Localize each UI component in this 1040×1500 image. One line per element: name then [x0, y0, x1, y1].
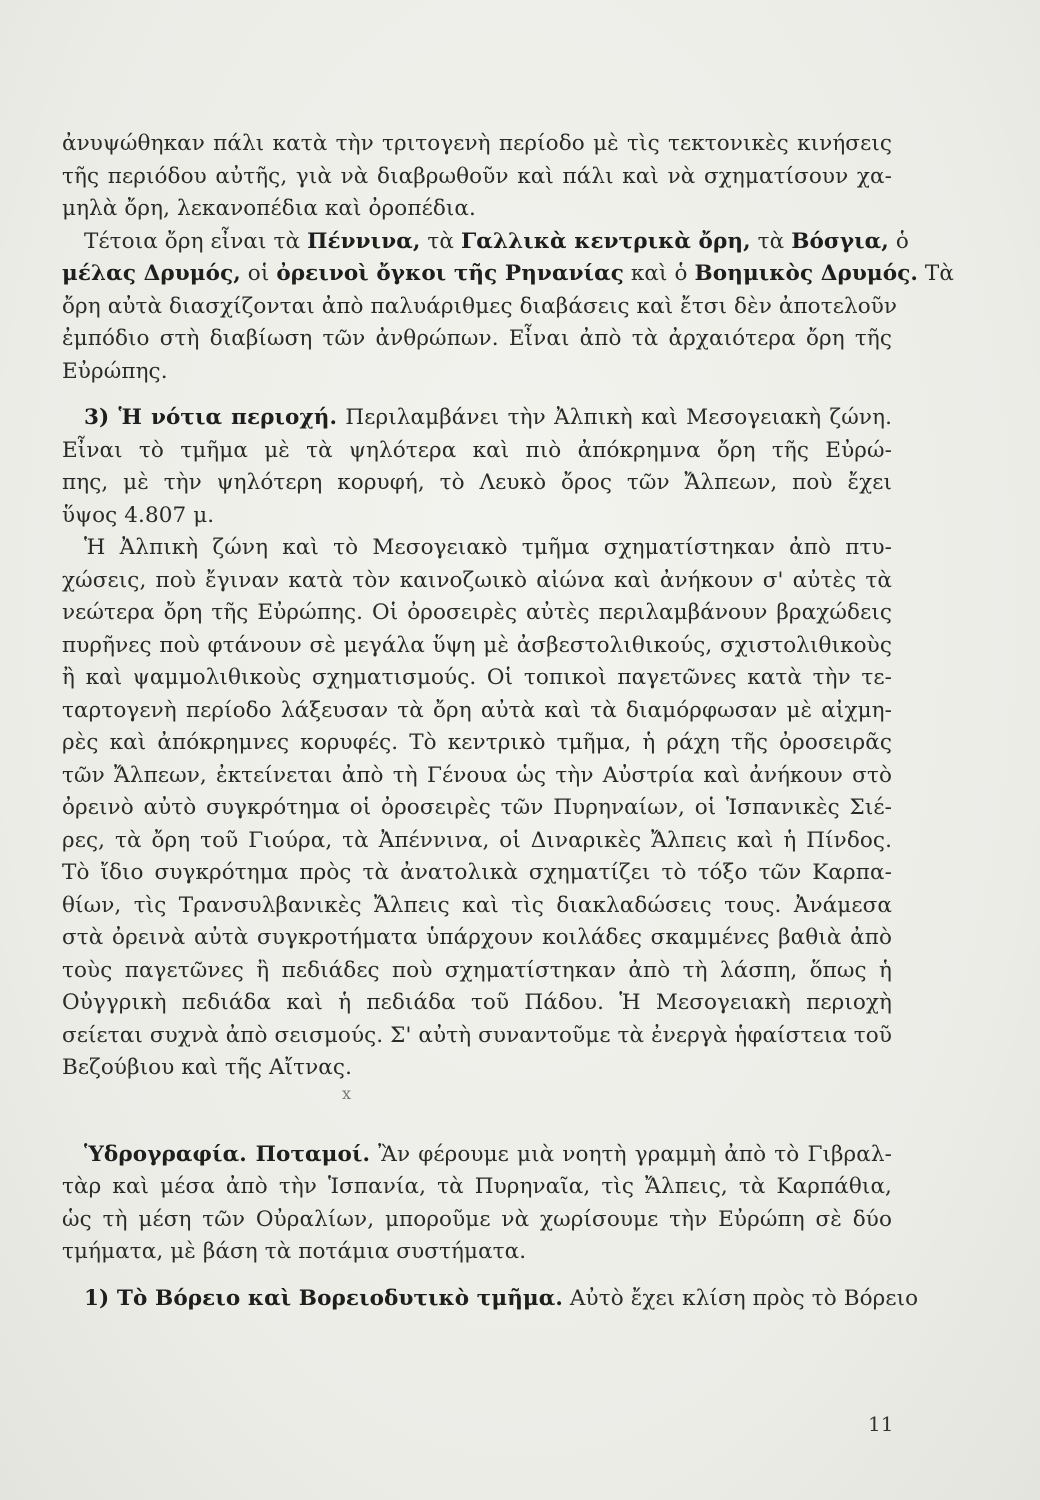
- paragraph: [62, 1283, 919, 1316]
- text-line: [62, 1283, 919, 1316]
- page-number: 11: [868, 1412, 894, 1436]
- text-line: ὀρεινὸ αὐτὸ συγκρότημα οἱ ὀροσειρὲς τῶν Πυρηναίων, οἱ Ἱσπανικὲς Σιέ-: [62, 795, 892, 820]
- text-line: ὕψος 4.807 μ.: [62, 502, 215, 528]
- text-line: σείεται συχνὰ ἀπὸ σεισμούς. Σ' αὐτὴ συναντοῦμε τὰ ἐνεργὰ ἡφαίστεια τοῦ: [62, 1022, 892, 1048]
- text-line: στὰ ὀρεινὰ αὐτὰ συγκροτήματα ὑπάρχουν κοιλάδες σκαμμένες βαθιὰ ἀπὸ: [62, 925, 892, 950]
- text-line: τῆς περιόδου αὐτῆς, γιὰ νὰ διαβρωθοῦν καὶ πάλι καὶ νὰ σχηματίσουν χα-: [62, 163, 892, 189]
- text-line: ὡς τὴ μέση τῶν Οὐραλίων, μποροῦμε νὰ χωρίσουμε τὴν Εὐρώπη σὲ δύο: [62, 1206, 892, 1232]
- text-line: [62, 258, 954, 291]
- text-line: πης, μὲ τὴν ψηλότερη κορυφή, τὸ Λευκὸ ὄρος τῶν Ἄλπεων, ποὺ ἔχει: [62, 470, 892, 495]
- text-line: ἐμπόδιο στὴ διαβίωση τῶν ἀνθρώπων. Εἶναι ἀπὸ τὰ ἀρχαιότερα ὄρη τῆς: [62, 326, 892, 351]
- bold-term: Γαλλικὰ κεντρικὰ ὄρη,: [460, 228, 751, 254]
- text-line: [62, 402, 892, 435]
- document-body: [62, 128, 954, 1315]
- text-run: Τὰ: [917, 261, 954, 286]
- bold-term: Πέννινα,: [307, 228, 421, 254]
- bold-term: ὀρεινοὶ ὄγκοι τῆς Ρηνανίας: [276, 261, 624, 286]
- paragraph: [62, 128, 892, 226]
- bold-term: μέλας Δρυμός,: [62, 261, 241, 286]
- text-line: ρες, τὰ ὄρη τοῦ Γιούρα, τὰ Ἀπέννινα, οἱ Διναρικὲς Ἄλπεις καὶ ἡ Πίνδος.: [62, 827, 892, 853]
- text-line: Εὐρώπης.: [62, 358, 168, 384]
- section-heading: 1) Τὸ Βόρειο καὶ Βορειοδυτικὸ τμῆμα.: [84, 1285, 563, 1311]
- text-line: χώσεις, ποὺ ἔγιναν κατὰ τὸν καινοζωικὸ αἰώνα καὶ ἀνήκουν σ' αὐτὲς τὰ: [62, 567, 892, 593]
- text-run: τὰ: [750, 228, 792, 254]
- paragraph: [62, 226, 954, 389]
- text-line: ρὲς καὶ ἀπόκρημνες κορυφές. Τὸ κεντρικὸ τμῆμα, ἡ ράχη τῆς ὀροσειρᾶς: [62, 730, 892, 755]
- text-run: Ἂν φέρουμε μιὰ νοητὴ γραμμὴ ἀπὸ τὸ Γιβραλ-: [370, 1141, 892, 1167]
- text-run: Περιλαμβάνει τὴν Ἀλπικὴ καὶ Μεσογειακὴ ζώνη.: [337, 405, 893, 430]
- spacer: [62, 1107, 892, 1139]
- text-line: τοὺς παγετῶνες ἢ πεδιάδες ποὺ σχηματίστηκαν ἀπὸ τὴ λάσπη, ὅπως ἡ: [62, 957, 892, 983]
- text-line: ἀνυψώθηκαν πάλι κατὰ τὴν τριτογενὴ περίοδο μὲ τὶς τεκτονικὲς κινήσεις: [62, 131, 892, 156]
- spacer: [62, 1269, 892, 1283]
- text-line: ταρτογενὴ περίοδο λάξευσαν τὰ ὄρη αὐτὰ καὶ τὰ διαμόρφωσαν μὲ αἰχμη-: [62, 697, 892, 723]
- text-line: τὰρ καὶ μέσα ἀπὸ τὴν Ἱσπανία, τὰ Πυρηναῖα, τὶς Ἄλπεις, τὰ Καρπάθια,: [62, 1174, 892, 1199]
- text-run: τὰ: [420, 228, 461, 254]
- text-line: Ἡ Ἀλπικὴ ζώνη καὶ τὸ Μεσογειακὸ τμῆμα σχηματίστηκαν ἀπὸ πτυ-: [84, 535, 892, 560]
- text-line: τμήματα, μὲ βάση τὰ ποτάμια συστήματα.: [62, 1239, 527, 1264]
- text-line: [62, 226, 909, 259]
- paragraph: [62, 402, 892, 532]
- spacer: [62, 388, 892, 402]
- text-run: οἱ: [240, 261, 277, 286]
- text-line: ὄρη αὐτὰ διασχίζονται ἀπὸ παλυάριθμες διαβάσεις καὶ ἔτσι δὲν ἀποτελοῦν: [62, 293, 898, 319]
- text-line: τῶν Ἄλπεων, ἐκτείνεται ἀπὸ τὴ Γένουα ὡς τὴν Αὐστρία καὶ ἀνήκουν στὸ: [62, 762, 892, 788]
- text-run: ὁ: [888, 228, 909, 254]
- text-line: Τὸ ἴδιο συγκρότημα πρὸς τὰ ἀνατολικὰ σχηματίζει τὸ τόξο τῶν Καρπα-: [62, 860, 892, 885]
- text-line: νεώτερα ὄρη τῆς Εὐρώπης. Οἱ ὀροσειρὲς αὐτὲς περιλαμβάνουν βραχώδεις: [62, 600, 892, 625]
- bold-term: Βόσγια,: [791, 228, 889, 254]
- text-line: θίων, τὶς Τρανσυλβανικὲς Ἄλπεις καὶ τὶς διακλαδώσεις τους. Ἀνάμεσα: [62, 892, 892, 918]
- margin-mark: x: [342, 1083, 352, 1103]
- text-run: Αὐτὸ ἔχει κλίση πρὸς τὸ Βόρειο: [563, 1285, 919, 1311]
- text-line: μηλὰ ὄρη, λεκανοπέδια καὶ ὀροπέδια.: [62, 196, 476, 221]
- text-run: καὶ ὁ: [623, 261, 695, 286]
- section-heading: Ὑδρογραφία. Ποταμοί.: [84, 1141, 371, 1167]
- text-line: Εἶναι τὸ τμῆμα μὲ τὰ ψηλότερα καὶ πιὸ ἀπόκρημνα ὄρη τῆς Εὐρώ-: [62, 437, 892, 463]
- text-line: Οὐγγρικὴ πεδιάδα καὶ ἡ πεδιάδα τοῦ Πάδου. Ἡ Μεσογειακὴ περιοχὴ: [62, 990, 892, 1015]
- text-line: πυρῆνες ποὺ φτάνουν σὲ μεγάλα ὕψη μὲ ἀσβεστολιθικούς, σχιστολιθικοὺς: [62, 632, 892, 658]
- section-heading: 3) Ἡ νότια περιοχή.: [84, 405, 338, 430]
- text-run: Τέτοια ὄρη εἶναι τὰ: [84, 228, 308, 254]
- text-line: ἢ καὶ ψαμμολιθικοὺς σχηματισμούς. Οἱ τοπικοὶ παγετῶνες κατὰ τὴν τε-: [62, 665, 892, 690]
- paragraph: [62, 1139, 892, 1269]
- text-line: [62, 1139, 892, 1172]
- paragraph: [62, 532, 892, 1085]
- bold-term: Βοημικὸς Δρυμός.: [694, 261, 918, 286]
- text-line: Βεζούβιου καὶ τῆς Αἴτνας.: [62, 1055, 352, 1080]
